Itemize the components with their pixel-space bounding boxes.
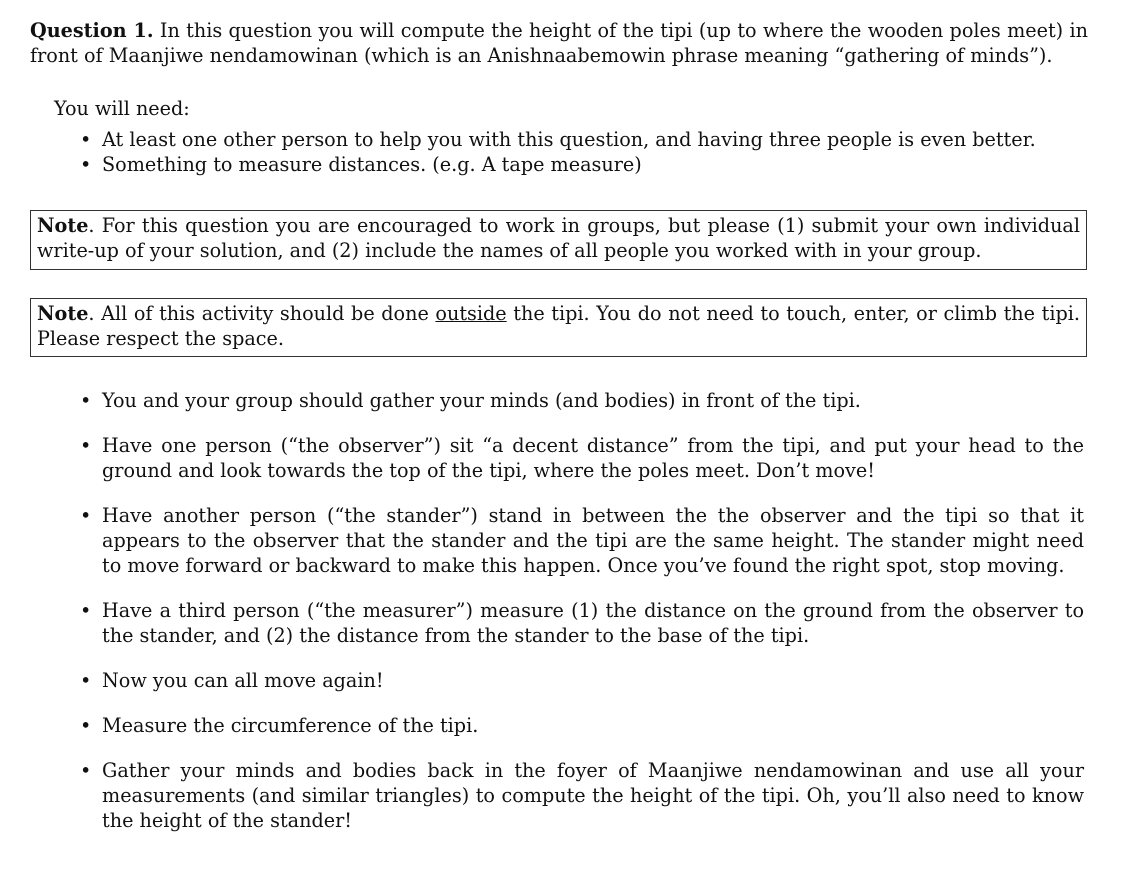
steps-list bbox=[80, 388, 1084, 833]
bullet-icon: • bbox=[80, 669, 92, 692]
list-item bbox=[80, 668, 1084, 693]
list-item bbox=[80, 503, 1084, 578]
list-item bbox=[80, 433, 1084, 483]
step-text: Have one person (“the observer”) sit “a decent distance” from the tipi, and put your head to the ground and look towards the top of the tipi, where the poles meet. Don’t move! bbox=[102, 434, 1084, 482]
bullet-icon: • bbox=[80, 434, 92, 457]
note-text-after: the tipi. You do not need to touch, enter, or climb the tipi. Please respect the space. bbox=[37, 302, 1080, 350]
step-text: Measure the circumference of the tipi. bbox=[102, 714, 479, 737]
bullet-icon: • bbox=[80, 599, 92, 622]
note-box-outside bbox=[30, 298, 1087, 357]
bullet-icon: • bbox=[80, 504, 92, 527]
step-text: Have a third person (“the measurer”) measure (1) the distance on the ground from the observer to the stander, and (2) the distance from the stander to the base of the tipi. bbox=[102, 599, 1084, 647]
list-item bbox=[80, 152, 1080, 177]
list-item bbox=[80, 758, 1084, 833]
list-item bbox=[80, 127, 1080, 152]
list-item bbox=[80, 598, 1084, 648]
note-label: Note bbox=[37, 302, 89, 325]
step-text: Gather your minds and bodies back in the foyer of Maanjiwe nendamowinan and use all your measurements (and similar triangles) to compute the height of the tipi. Oh, you’ll also need to know the height of the stander! bbox=[102, 759, 1084, 832]
list-item-text: At least one other person to help you with this question, and having three people is even better. bbox=[102, 128, 1036, 151]
note-underlined-word: outside bbox=[435, 302, 507, 325]
note-box-group-work bbox=[30, 210, 1087, 270]
note-label: Note bbox=[37, 214, 89, 237]
note-text: . For this question you are encouraged to work in groups, but please (1) submit your own individual write-up of your solution, and (2) include the names of all people you worked with in your group. bbox=[37, 214, 1080, 262]
needs-heading: You will need: bbox=[54, 97, 190, 120]
bullet-icon: • bbox=[80, 714, 92, 737]
list-item-text: Something to measure distances. (e.g. A tape measure) bbox=[102, 153, 642, 176]
step-text: Have another person (“the stander”) stand in between the the observer and the tipi so that it appears to the observer that the stander and the tipi are the same height. The stander might need to move forward or backward to make this happen. Once you’ve found the right spot, stop moving. bbox=[102, 504, 1084, 577]
list-item bbox=[80, 713, 1084, 738]
step-text: Now you can all move again! bbox=[102, 669, 384, 692]
question-text: In this question you will compute the height of the tipi (up to where the wooden poles meet) in front of Maanjiwe nendamowinan (which is an Anishnaabemowin phrase meaning “gathering of minds”). bbox=[30, 19, 1088, 67]
bullet-icon: • bbox=[80, 128, 92, 151]
step-text: You and your group should gather your minds (and bodies) in front of the tipi. bbox=[102, 389, 861, 412]
needs-list bbox=[80, 127, 1080, 177]
bullet-icon: • bbox=[80, 389, 92, 412]
bullet-icon: • bbox=[80, 153, 92, 176]
bullet-icon: • bbox=[80, 759, 92, 782]
question-label: Question 1. bbox=[30, 19, 154, 42]
note-text-before: . All of this activity should be done bbox=[88, 302, 436, 325]
question-intro bbox=[30, 18, 1088, 68]
list-item bbox=[80, 388, 1084, 413]
